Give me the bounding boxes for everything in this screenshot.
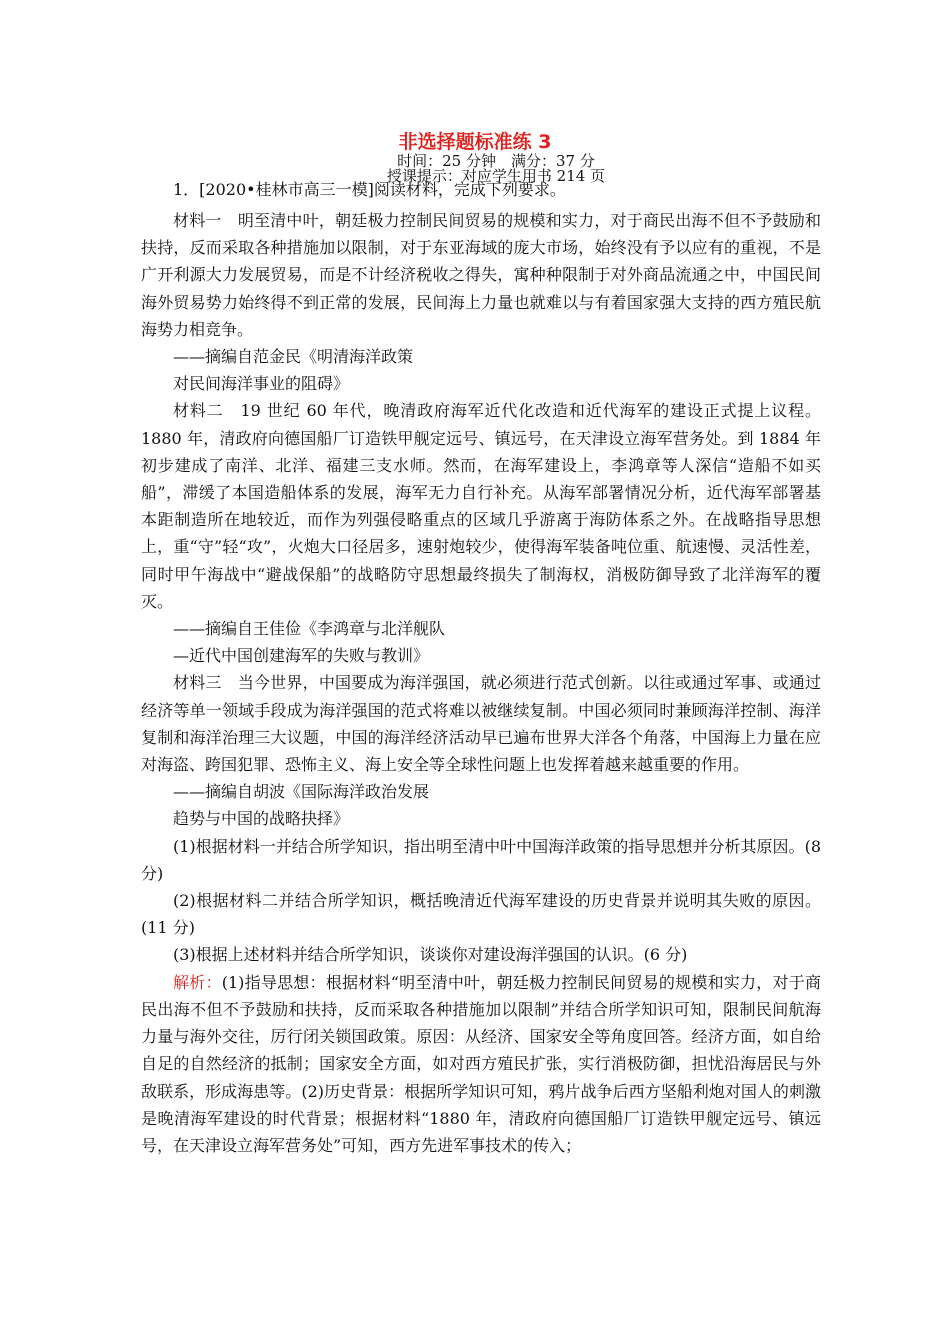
material-three-source-line1: ——摘编自胡波《国际海洋政治发展 — [173, 782, 430, 802]
page-title: 非选择题标准练 3 — [398, 131, 552, 153]
material-one-source-line1: ——摘编自范金民《明清海洋政策 — [173, 347, 414, 367]
material-one: 材料一 明至清中叶，朝廷极力控制民间贸易的规模和实力，对于商民出海不但不予鼓励和扶持，反而采取各种措施加以限制，对于东亚海域的庞大市场，始终没有予以应有的重视，不是广开利源大力发展贸易，而是不计经济税收之得失，寓种种限制于对外商品流通之中，中国民间海外贸易势力始终得不到正常的发展，民间海上力量也就难以与有着国家强大支持的西方殖民航海势力相竞争。 — [141, 211, 821, 339]
material-two-source-line1: ——摘编自王佳俭《李鸿章与北洋舰队 — [173, 619, 446, 639]
material-two-source-line2: —近代中国创建海军的失败与教训》 — [173, 646, 430, 666]
material-three: 材料三 当今世界，中国要成为海洋强国，就必须进行范式创新。以往或通过军事、或通过经济等单一领域手段成为海洋强国的范式将难以被继续复制。中国必须同时兼顾海洋控制、海洋复制和海洋治理三大议题，中国的海洋经济活动早已遍布世界大洋各个角落，中国海上力量在应对海盗、跨国犯罪、恐怖主义、海上安全等全球性问题上也发挥着越来越重要的作用。 — [141, 673, 821, 775]
question-intro: 1．[2020•桂林市高三一模]阅读材料，完成下列要求。 — [173, 180, 566, 199]
material-one-source-line2: 对民间海洋事业的阻碍》 — [173, 374, 350, 394]
hint-line: 授课提示：对应学生用书 214 页 — [386, 167, 606, 185]
material-three-source-line2: 趋势与中国的战略抉择》 — [173, 809, 350, 829]
answer-analysis — [141, 969, 821, 1159]
time-score-line: 时间：25 分钟 满分：37 分 — [397, 152, 595, 170]
material-two: 材料二 19 世纪 60 年代，晚清政府海军近代化改造和近代海军的建设正式提上议程。1880 年，清政府向德国船厂订造铁甲舰定远号、镇远号，在天津设立海军营务处。到 1884 年初步建成了南洋、北洋、福建三支水师。然而，在海军建设上，李鸿章等人深信“造船不如买船”，滞缓了本国造船体系的发展，海军无力自行补充。从海军部署情况分析，近代海军部署基本距制造所在地较近，而作为列强侵略重点的区域几乎游离于海防体系之外。在战略指导思想上，重“守”轻“攻”，火炮大口径居多，速射炮较少，使得海军装备吨位重、航速慢、灵活性差，同时甲午海战中“避战保船”的战略防守思想最终损失了制海权，消极防御导致了北洋海军的覆灭。 — [141, 401, 821, 611]
answer-text: (1)指导思想：根据材料“明至清中叶，朝廷极力控制民间贸易的规模和实力，对于商民出海不但不予鼓励和扶持，反而采取各种措施加以限制”并结合所学知识可知，限制民间航海力量与海外交往，厉行闭关锁国政策。原因：从经济、国家安全等角度回答。经济方面，如自给自足的自然经济的抵制；国家安全方面，如对西方殖民扩张，实行消极防御，担忧沿海居民与外敌联系，形成海患等。(2)历史背景：根据所学知识可知，鸦片战争后西方坚船利炮对国人的刺激是晚清海军建设的时代背景；根据材料“1880 年，清政府向德国船厂订造铁甲舰定远号、镇远号，在天津设立海军营务处”可知，西方先进军事技术的传入； — [141, 972, 821, 1155]
sub-question-3: (3)根据上述材料并结合所学知识，谈谈你对建设海洋强国的认识。(6 分) — [173, 945, 688, 965]
question-body — [141, 180, 821, 1159]
sub-question-2: (2)根据材料二并结合所学知识，概括晚清近代海军建设的历史背景并说明其失败的原因。(11 分) — [141, 891, 821, 938]
sub-question-1: (1)根据材料一并结合所学知识，指出明至清中叶中国海洋政策的指导思想并分析其原因。(8 分) — [141, 836, 821, 883]
answer-label: 解析： — [173, 972, 222, 992]
